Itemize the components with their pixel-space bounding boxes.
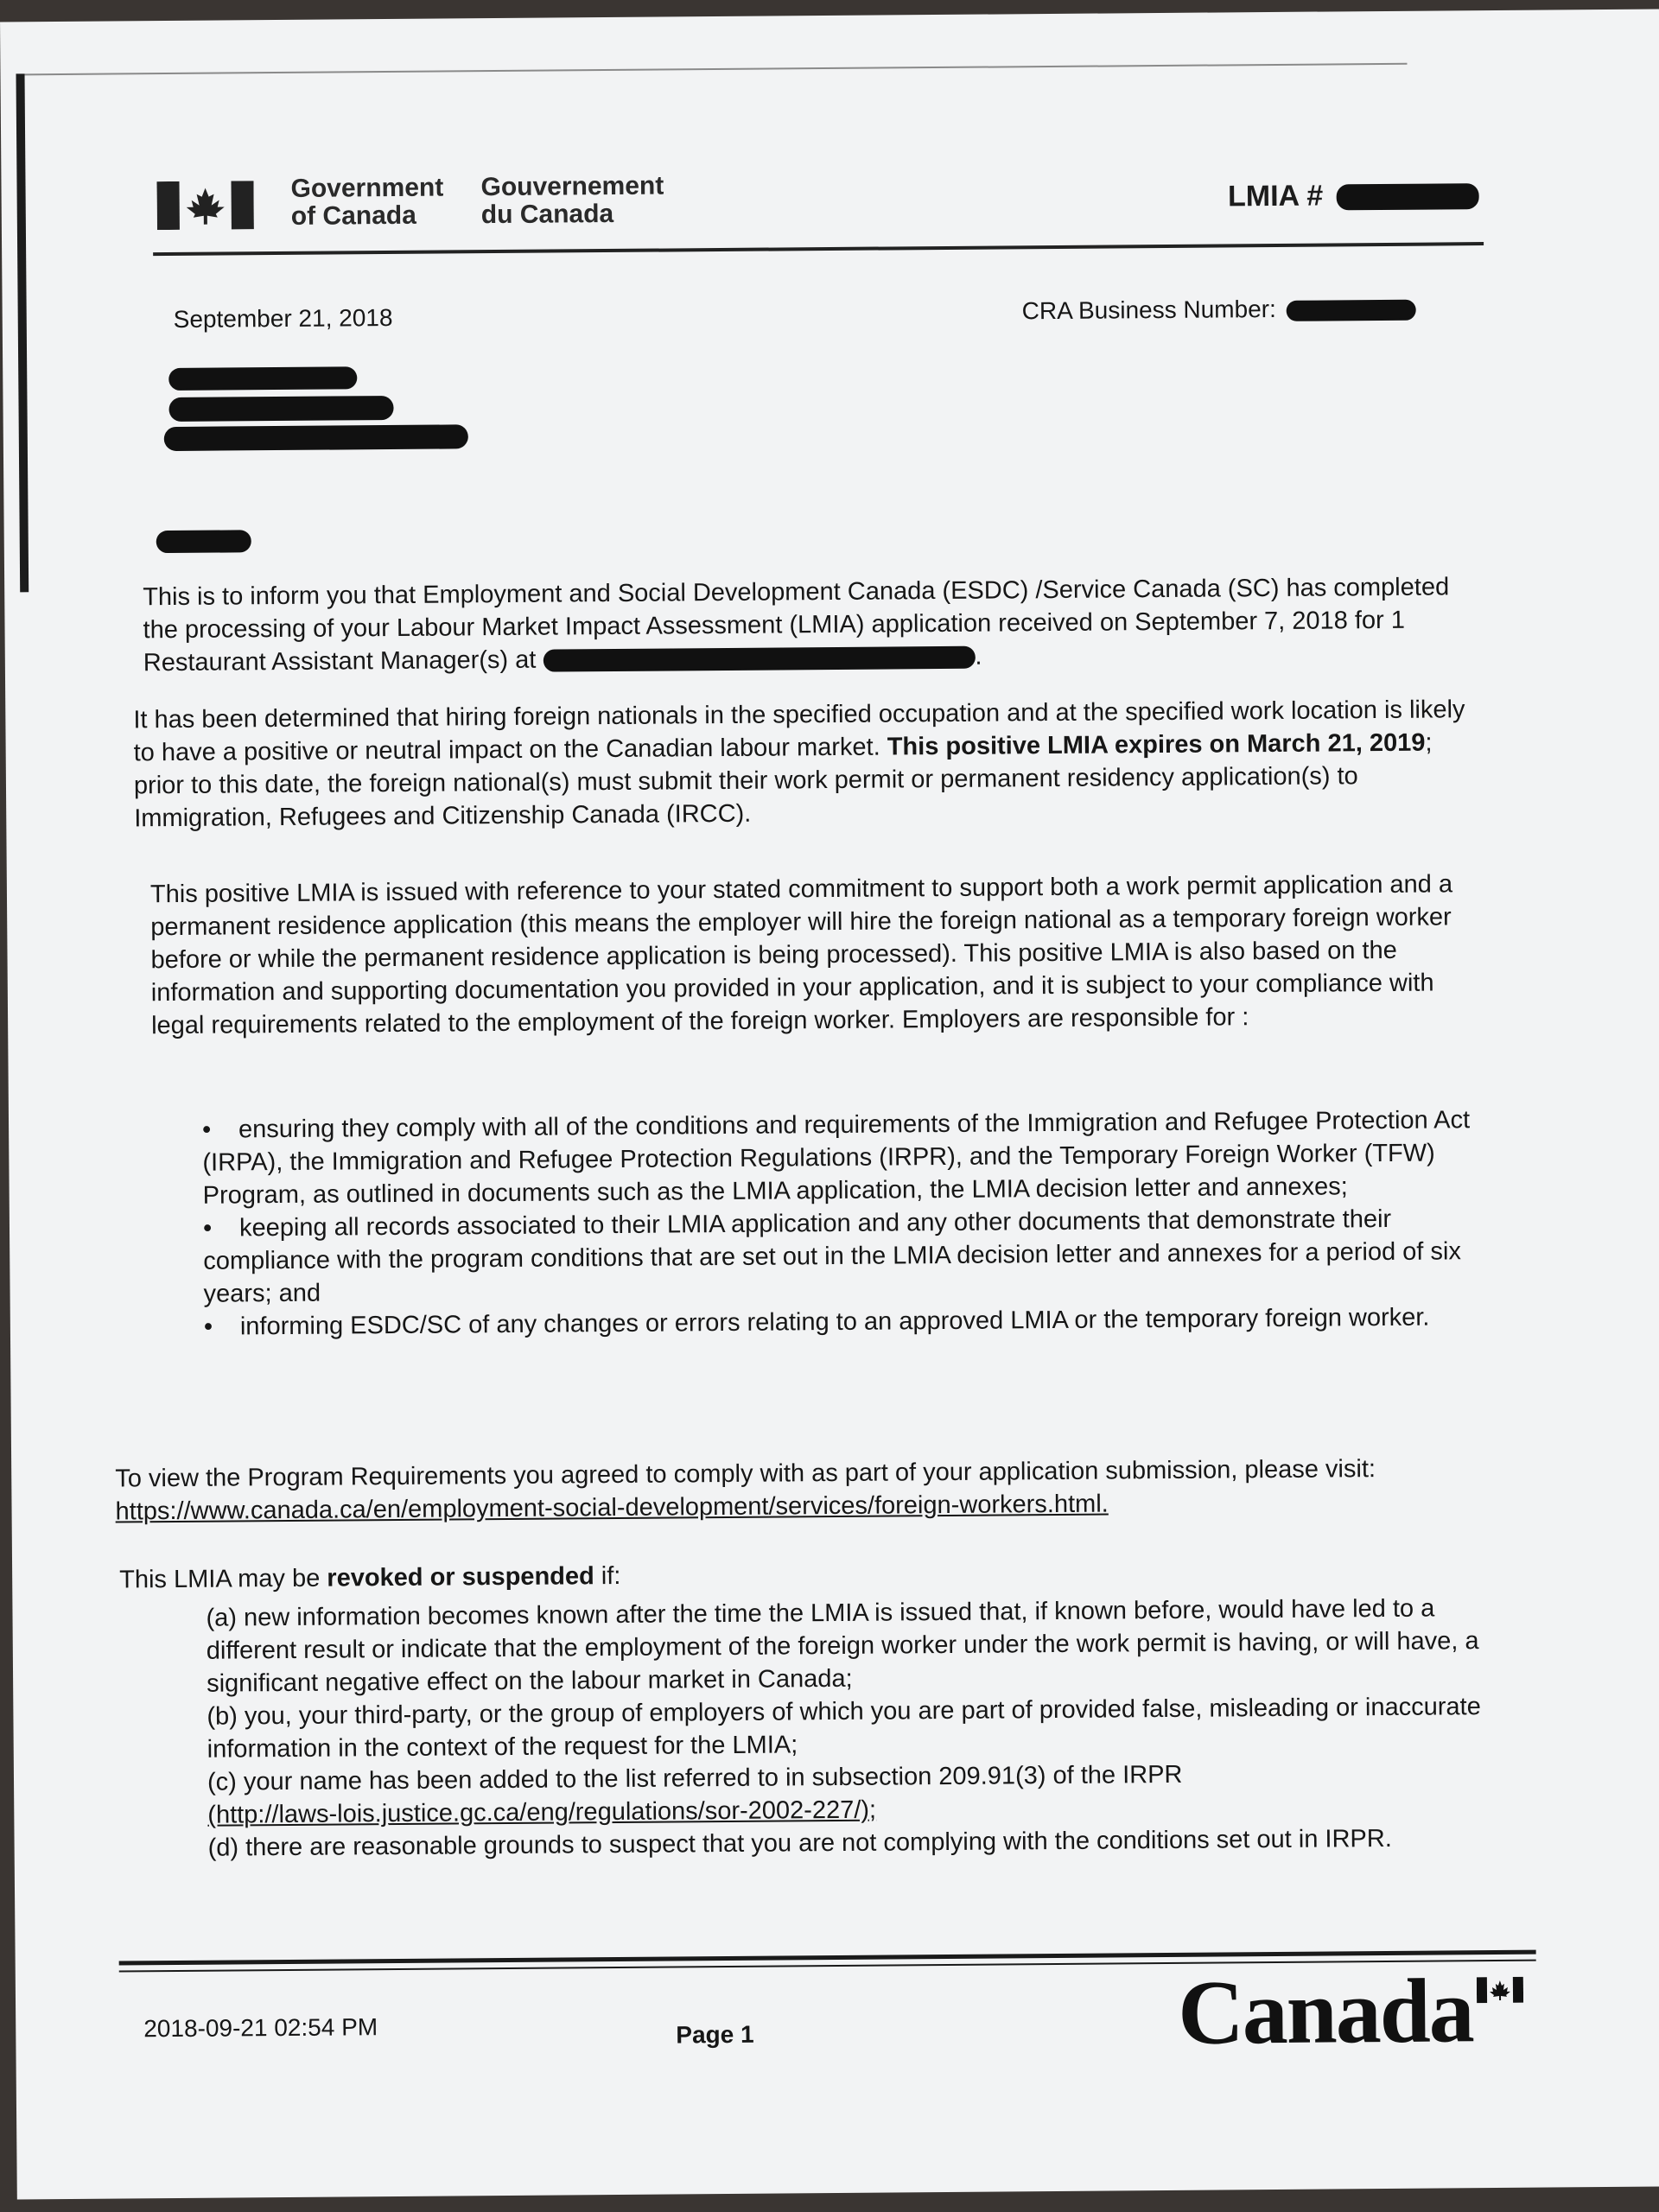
condition-item: (d) there are reasonable grounds to suspect that you are not complying with the conditions set out in IRPR. — [207, 1824, 1392, 1862]
government-name-fr — [480, 173, 664, 230]
paragraph-determination — [133, 693, 1482, 835]
program-requirements-link[interactable]: https://www.canada.ca/en/employment-social-development/services/foreign-workers.html. — [115, 1490, 1109, 1526]
page-number: Page 1 — [676, 2020, 754, 2049]
paragraph-intro — [143, 570, 1465, 679]
canada-wordmark — [1178, 1955, 1524, 2069]
condition-item: (a) new information becomes known after the time the LMIA is issued that, if known before, would have led to a different result or indicate that the employment of the foreign worker under the work permit is having, or will have, a significant negative effect on the labour market in Canada; — [206, 1594, 1479, 1698]
list-item-text: ensuring they comply with all of the conditions and requirements of the Immigration and Refugee Protection Act (IRPA), the Immigration and Refugee Protection Regulations (IRPR), and the Temporary Foreign Worker (TFW) Program, as outlined in documents such as the LMIA application, the LMIA decision letter and annexes; — [202, 1106, 1471, 1210]
page-shadow-edge — [16, 73, 29, 592]
bullet-icon: • — [201, 1116, 212, 1144]
revocation-conditions — [206, 1592, 1503, 1865]
list-item — [202, 1103, 1499, 1212]
determination-text-2: ; prior to this date, the foreign national(s) must submit their work permit or permanent residency application(s) to Immigration, Refugees and Citizenship Canada (IRCC). — [133, 728, 1433, 833]
list-item — [203, 1202, 1500, 1311]
redaction-mark — [168, 366, 357, 391]
intro-end: . — [975, 642, 982, 671]
letter-page — [0, 9, 1659, 2199]
redaction-mark — [156, 530, 251, 553]
determination-text: It has been determined that hiring foreign nationals in the specified occupation and at the specified work location is likely to have a positive or neutral impact on the Canadian labour market. — [133, 696, 1465, 767]
page-top-line — [24, 63, 1407, 76]
lmia-number — [1228, 178, 1479, 213]
lmia-number-label: LMIA # — [1227, 179, 1324, 213]
program-requirements-text: To view the Program Requirements you agreed to comply with as part of your application submission, please visit: — [115, 1455, 1376, 1493]
paragraph-revocation — [119, 1553, 1484, 1596]
responsibilities-list — [202, 1103, 1500, 1344]
condition-text: (c) your name has been added to the list referred to in subsection 209.91(3) of the IRPR — [207, 1760, 1183, 1796]
bullet-icon: • — [203, 1313, 213, 1341]
canada-flag-icon — [1477, 1977, 1523, 2003]
gov-fr-line-1: Gouvernement — [480, 171, 664, 202]
cra-business-number — [1022, 295, 1416, 326]
irpr-list-link[interactable]: (http://laws-lois.justice.gc.ca/eng/regulations/sor-2002-227/); — [207, 1796, 877, 1829]
revocation-text: This LMIA may be — [119, 1564, 327, 1594]
government-name-en — [290, 175, 443, 231]
condition-item — [207, 1756, 1504, 1832]
list-item-text: informing ESDC/SC of any changes or errors relating to an approved LMIA or the temporary foreign worker. — [239, 1303, 1430, 1341]
revocation-text-2: if: — [594, 1561, 621, 1591]
gov-en-line-1: Government — [290, 173, 444, 203]
redaction-mark — [168, 396, 393, 422]
redaction-mark — [1337, 183, 1479, 210]
intro-text: This is to inform you that Employment and Social Development Canada (ESDC) /Service Canada (SC) has completed the processing of your Labour Market Impact Assessment (LMIA) application received on September 7, 2018 for 1 Restaurant Assistant Manager(s) at — [143, 573, 1450, 677]
redaction-mark — [164, 424, 468, 451]
paragraph-commitment: This positive LMIA is issued with reference to your stated commitment to support both a work permit application and a permanent residence application (this means the employer will hire the foreign national as a temporary foreign worker before or while the permanent residence application is being processed). This positive LMIA is also based on the information and supporting documentation you provided in your application, and it is subject to your compliance with legal requirements related to the employment of the foreign worker. Employers are responsible for : — [149, 870, 1453, 1040]
expiry-text: This positive LMIA expires on March 21, 2019 — [887, 728, 1426, 761]
gov-en-line-2: of Canada — [290, 200, 416, 231]
canada-flag-icon — [156, 181, 253, 230]
print-timestamp: 2018-09-21 02:54 PM — [143, 2013, 378, 2043]
redaction-mark — [543, 646, 975, 672]
letter-date: September 21, 2018 — [173, 303, 393, 333]
gov-fr-line-2: du Canada — [480, 199, 614, 230]
list-item-text: keeping all records associated to their LMIA application and any other documents that demonstrate their compliance with the program conditions that are set out in the LMIA decision letter and annexes for a period of six years; and — [203, 1205, 1462, 1308]
cra-label: CRA Business Number: — [1021, 295, 1276, 325]
condition-item: (b) you, your third-party, or the group of employers of which you are part of provided false, misleading or inaccurate information in the context of the request for the LMIA; — [207, 1693, 1481, 1764]
canada-wordmark-text: Canada — [1177, 1960, 1474, 2063]
paragraph-program-requirements — [115, 1452, 1481, 1528]
revocation-bold: revoked or suspended — [327, 1562, 594, 1592]
redaction-mark — [1286, 299, 1415, 321]
bullet-icon: • — [202, 1214, 213, 1243]
